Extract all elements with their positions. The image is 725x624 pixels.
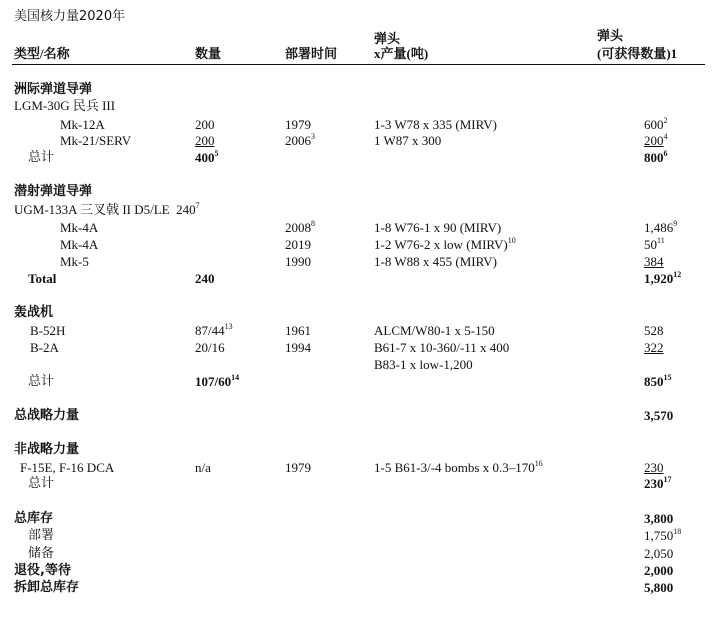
bomber-row1-name: B-52H	[30, 323, 66, 338]
slbm-row3-name: Mk-5	[60, 254, 89, 269]
icbm-total-label: 总计	[28, 150, 55, 165]
slbm-row2-year: 2019	[285, 237, 311, 252]
slbm-row1-avail: 1,486$^9$	[644, 218, 678, 235]
icbm-total-avail: $800^6$	[644, 148, 668, 165]
section-nonstrategic: 非战略力量	[14, 442, 80, 457]
stockpile-deployed-label: 部署	[28, 528, 55, 543]
slbm-row1-year: 2008$^8$	[285, 218, 315, 235]
section-slbm: 潜射弹道导弹	[14, 184, 93, 199]
icbm-row1-avail: $600^2$	[644, 115, 668, 132]
nonstrategic-row-avail: 230	[644, 460, 664, 475]
slbm-total-avail: 1,920$^{12}$	[644, 269, 682, 286]
slbm-row2-avail: $50^{11}$	[644, 235, 665, 252]
icbm-row1-count: 200	[195, 117, 215, 132]
header-deployed: 部署时间	[285, 46, 338, 61]
icbm-row2-avail: $200^4$	[644, 131, 668, 148]
icbm-row1-year: 1979	[285, 117, 311, 132]
retired-value: 2,000	[644, 563, 674, 578]
bomber-row2-warhead2: B83-1 x low-1,200	[374, 357, 473, 372]
bomber-row1-avail: 528	[644, 323, 664, 338]
stockpile-label: 总库存	[14, 511, 54, 526]
nonstrategic-row-warhead: 1-5 B61-3/-4 bombs x $0.3-170^{16}$	[374, 458, 543, 475]
bomber-total-count: $107/60^{14}$	[195, 372, 240, 389]
icbm-system: LGM-30G 民兵 III	[14, 98, 116, 113]
dismantle-value: 5,800	[644, 580, 674, 595]
header-available-line1: 弹头	[597, 28, 624, 43]
bomber-row2-year: 1994	[285, 340, 311, 355]
slbm-row3-year: 1990	[285, 254, 311, 269]
slbm-total-label: Total	[28, 271, 57, 286]
bomber-total-label: 总计	[28, 374, 55, 389]
nonstrategic-total-avail: $230^{17}$	[644, 474, 672, 491]
slbm-row2-warhead: 1-2 W76-2 x low (MIRV)$^{10}$	[374, 235, 516, 252]
bomber-total-avail: $850^{15}$	[644, 372, 672, 389]
slbm-system: UGM-133A 三叉戟 II D5/LE $240^7$	[14, 200, 200, 217]
nonstrategic-total-label: 总计	[28, 476, 55, 491]
icbm-row2-year: 2006$^3$	[285, 131, 315, 148]
bomber-row1-warhead: ALCM/W80-1 x 5-150	[374, 323, 495, 338]
nonstrategic-row-year: 1979	[285, 460, 311, 475]
slbm-row3-avail: 384	[644, 254, 664, 269]
slbm-row1-warhead: 1-8 W76-1 x 90 (MIRV)	[374, 220, 502, 235]
header-count: 数量	[195, 46, 222, 61]
header-rule	[12, 64, 705, 65]
header-type: 类型/名称	[14, 46, 70, 61]
slbm-row2-name: Mk-4A	[60, 237, 99, 252]
bomber-row1-count: $87/44^{13}$	[195, 321, 233, 338]
nonstrategic-row-count: n/a	[195, 460, 211, 475]
icbm-row2-warhead: 1 W87 x 300	[374, 133, 442, 148]
bomber-row2-count: 20/16	[195, 340, 225, 355]
icbm-row2-name: Mk-21/SERV	[60, 133, 132, 148]
bomber-row1-year: 1961	[285, 323, 311, 338]
bomber-row2-warhead: B61-7 x 10-360/-11 x 400	[374, 340, 510, 355]
nonstrategic-row-name: F-15E, F-16 DCA	[20, 460, 115, 475]
stockpile-reserve-label: 储备	[28, 546, 55, 561]
stockpile-value: 3,800	[644, 511, 674, 526]
icbm-row2-count: 200	[195, 133, 215, 148]
stockpile-deployed-value: 1,750$^{18}$	[644, 526, 682, 543]
icbm-row1-name: Mk-12A	[60, 117, 105, 132]
retired-label: 退役,等待	[14, 563, 71, 578]
header-available-line2: (可获得数量)1	[597, 46, 678, 61]
strategic-total-label: 总战略力量	[14, 408, 80, 423]
strategic-total-value: 3,570	[644, 408, 674, 423]
slbm-row1-name: Mk-4A	[60, 220, 99, 235]
icbm-row1-warhead: 1-3 W78 x 335 (MIRV)	[374, 117, 497, 132]
header-warhead-line1: 弹头	[374, 31, 401, 46]
section-icbm: 洲际弹道导弹	[14, 82, 93, 97]
stockpile-reserve-value: 2,050	[644, 546, 674, 561]
icbm-total-count: $400^5$	[195, 148, 219, 165]
header-warhead-line2: x产量(吨)	[374, 46, 429, 61]
section-bombers: 轰战机	[14, 305, 54, 320]
slbm-row3-warhead: 1-8 W88 x 455 (MIRV)	[374, 254, 497, 269]
page-title: 美国核力量2020年	[14, 9, 126, 24]
slbm-total-count: 240	[195, 271, 215, 286]
bomber-row2-name: B-2A	[30, 340, 59, 355]
bomber-row2-avail: 322	[644, 340, 664, 355]
dismantle-label: 拆卸总库存	[14, 580, 80, 595]
